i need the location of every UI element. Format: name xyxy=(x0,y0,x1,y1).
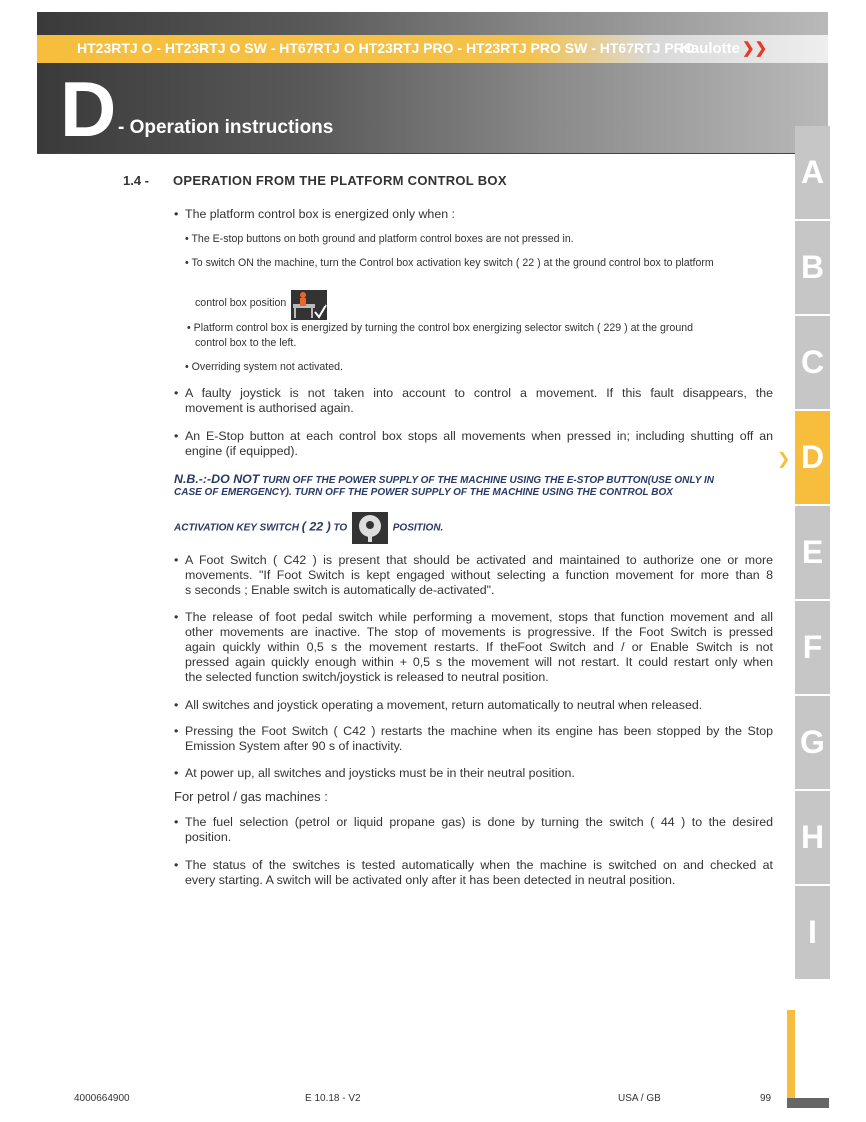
active-tab-arrow-icon: ❯ xyxy=(777,451,791,468)
bullet-icon: • xyxy=(174,766,179,780)
chevron-logo-icon: ❯❯ xyxy=(742,40,768,57)
header-divider xyxy=(37,153,797,154)
section-number: 1.4 - xyxy=(123,173,150,188)
bullet-icon: • xyxy=(174,429,179,443)
bullet-icon: • xyxy=(174,553,179,567)
paragraph: The fuel selection (petrol or liquid propane gas) is done by turning the switch ( 44 ) to the desired xyxy=(185,815,773,829)
tab-c[interactable]: C xyxy=(795,316,830,411)
section-heading: OPERATION FROM THE PLATFORM CONTROL BOX xyxy=(173,173,507,188)
sub-item: • Overriding system not activated. xyxy=(185,361,343,373)
sub-item: control box position . xyxy=(195,290,326,316)
brand-name: Haulotte xyxy=(680,40,740,57)
paragraph: Pressing the Foot Switch ( C42 ) restarts the machine when its engine has been stopped by the Stop xyxy=(185,724,773,738)
paragraph: pressed again quickly enough within + 0,5 s the movement will not restart. It could restart only when xyxy=(185,655,773,669)
brand-logo xyxy=(680,39,767,57)
paragraph: the selected function switch/joystick is released to neutral position. xyxy=(185,670,549,684)
tab-d[interactable]: ❯ D xyxy=(795,411,830,506)
paragraph: engine (if equipped). xyxy=(185,444,298,458)
sub-item: • To switch ON the machine, turn the Control box activation key switch ( 22 ) at the ground control box to platform xyxy=(185,257,714,269)
region: USA / GB xyxy=(618,1093,661,1104)
tab-h[interactable]: H xyxy=(795,791,830,886)
chapter-letter: D xyxy=(60,65,117,153)
paragraph: every starting. A switch will be activated only after it has been detected in neutral position. xyxy=(185,873,676,887)
sub-item: control box to the left. xyxy=(195,337,297,349)
paragraph: The status of the switches is tested automatically when the machine is switched on and checked at xyxy=(185,858,773,872)
bullet-icon: • xyxy=(174,724,179,738)
chapter-tabs xyxy=(777,126,830,981)
paragraph: again quickly within 0,5 s the movement restarts. If theFoot Switch and / or Enable Switch is not xyxy=(185,640,773,654)
paragraph: movements. "If Foot Switch is kept engaged without selecting a function movement for more than 8 xyxy=(185,568,773,582)
paragraph: s seconds ; Enable switch is automatically de-activated". xyxy=(185,583,495,597)
sub-item: • The E-stop buttons on both ground and platform control boxes are not pressed in. xyxy=(185,233,574,245)
chapter-title: - Operation instructions xyxy=(118,117,334,138)
model-list: HT23RTJ O - HT23RTJ O SW - HT67RTJ O HT23RTJ PRO - HT23RTJ PRO SW - HT67RTJ PRO xyxy=(77,40,695,56)
warning-note: CASE OF EMERGENCY). TURN OFF THE POWER SUPPLY OF THE MACHINE USING THE CONTROL BOX xyxy=(174,487,673,498)
tab-i[interactable]: I xyxy=(795,886,830,981)
bullet-icon: • xyxy=(174,698,179,712)
page-number: 99 xyxy=(760,1093,772,1104)
tab-a[interactable]: A xyxy=(795,126,830,221)
paragraph: The release of foot pedal switch while performing a movement, stops that function movement and all xyxy=(185,610,773,624)
edition: E 10.18 - V2 xyxy=(305,1093,361,1104)
bullet-icon: • xyxy=(174,815,179,829)
tab-g[interactable]: G xyxy=(795,696,830,791)
paragraph: The platform control box is energized only when : xyxy=(185,207,455,221)
key-switch-icon xyxy=(352,512,388,544)
paragraph: Emission System after 90 s of inactivity. xyxy=(185,739,403,753)
platform-control-box-icon xyxy=(291,290,321,316)
paragraph: All switches and joystick operating a movement, return automatically to neutral when released. xyxy=(185,698,703,712)
doc-number: 4000664900 xyxy=(74,1093,130,1104)
tab-e[interactable]: E xyxy=(795,506,830,601)
bullet-icon: • xyxy=(174,386,179,400)
paragraph: position. xyxy=(185,830,232,844)
bullet-icon: • xyxy=(174,858,179,872)
paragraph-heading: For petrol / gas machines : xyxy=(174,789,328,804)
warning-note: ACTIVATION KEY SWITCH ( 22 ) TO POSITION. xyxy=(174,512,443,544)
bullet-icon: • xyxy=(174,207,179,221)
paragraph: An E-Stop button at each control box stops all movements when pressed in; including shutting off an xyxy=(185,429,773,443)
paragraph: A faulty joystick is not taken into account to control a movement. If this fault disappears, the xyxy=(185,386,773,400)
paragraph: A Foot Switch ( C42 ) is present that should be activated and maintained to authorize one or more xyxy=(185,553,773,567)
warning-note: N.B.-:-DO NOT TURN OFF THE POWER SUPPLY OF THE MACHINE USING THE E-STOP BUTTON(USE ONLY IN xyxy=(174,472,714,486)
tab-f[interactable]: F xyxy=(795,601,830,696)
paragraph: At power up, all switches and joysticks must be in their neutral position. xyxy=(185,766,575,780)
bullet-icon: • xyxy=(174,610,179,624)
tab-b[interactable]: B xyxy=(795,221,830,316)
paragraph: other movements are inactive. The stop of movements is progressive. If the Foot Switch is pressed xyxy=(185,625,773,639)
paragraph: movement is authorised again. xyxy=(185,401,354,415)
side-bottom-bar xyxy=(787,1098,829,1108)
side-accent-bar xyxy=(787,1010,795,1100)
sub-item: • Platform control box is energized by turning the control box energizing selector switch ( 229 ) at the ground xyxy=(187,322,694,334)
